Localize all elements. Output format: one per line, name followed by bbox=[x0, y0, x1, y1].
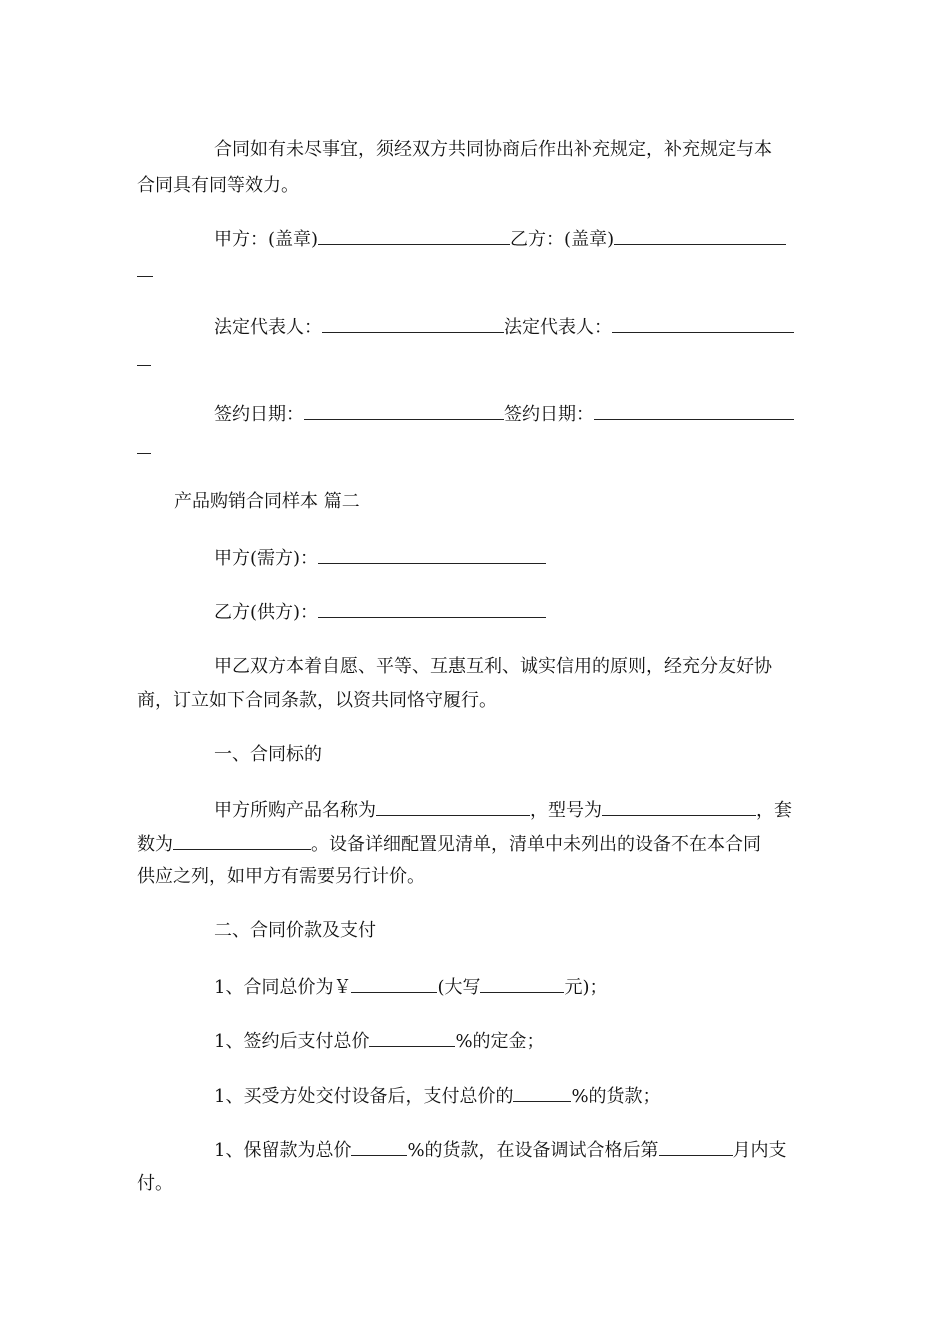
party-b-rep-blank bbox=[612, 314, 794, 333]
product-name-blank bbox=[376, 797, 530, 816]
paragraph-supplement-line1: 合同如有未尽事宜，须经双方共同协商后作出补充规定，补充规定与本 bbox=[214, 139, 772, 160]
date-blank-continuation bbox=[137, 453, 151, 454]
total-price-words-blank bbox=[480, 974, 564, 993]
party-a-seal-blank bbox=[318, 226, 510, 245]
total-price-blank bbox=[351, 974, 437, 993]
retention-percent-blank bbox=[351, 1137, 407, 1156]
seal-blank-continuation bbox=[137, 276, 153, 277]
payment-item-deposit: 1、签约后支付总价 %的定金； bbox=[0, 1028, 950, 1054]
delivery-percent-blank bbox=[513, 1083, 571, 1102]
payment-item-total: 1、合同总价为￥ (大写 元)； bbox=[0, 974, 950, 1000]
retention-months-blank bbox=[659, 1137, 733, 1156]
party-b-seal-blank bbox=[614, 226, 786, 245]
intro-line2: 商，订立如下合同条款，以资共同恪守履行。 bbox=[137, 690, 497, 711]
heading-price-payment: 二、合同价款及支付 bbox=[214, 920, 376, 941]
intro-line1: 甲乙双方本着自愿、平等、互惠互利、诚实信用的原则，经充分友好协 bbox=[214, 656, 772, 677]
subject-line2: 数为 。设备详细配置见清单，清单中未列出的设备不在本合同 bbox=[0, 831, 950, 857]
party-b-date-label: 签约日期： bbox=[504, 404, 594, 425]
payment-item-retention-line2: 付。 bbox=[137, 1173, 173, 1194]
signature-seal-row bbox=[0, 226, 950, 252]
section-title: 产品购销合同样本 篇二 bbox=[174, 491, 360, 512]
model-blank bbox=[602, 797, 756, 816]
signature-date-row bbox=[0, 401, 950, 427]
party-a-date-label: 签约日期： bbox=[214, 404, 304, 425]
party-a-rep-blank bbox=[322, 314, 504, 333]
buyer-row: 甲方(需方)： bbox=[0, 545, 950, 571]
party-a-date-blank bbox=[304, 401, 504, 420]
subject-line1: 甲方所购产品名称为 ，型号为 ，套 bbox=[0, 797, 950, 823]
payment-item-delivery: 1、买受方处交付设备后，支付总价的 %的货款； bbox=[0, 1083, 950, 1109]
paragraph-supplement-line2: 合同具有同等效力。 bbox=[137, 175, 299, 196]
heading-contract-subject: 一、合同标的 bbox=[214, 744, 322, 765]
party-b-date-blank bbox=[594, 401, 794, 420]
quantity-blank bbox=[173, 831, 311, 850]
party-b-seal-label: 乙方：(盖章) bbox=[510, 229, 615, 250]
rep-blank-continuation bbox=[137, 365, 151, 366]
seller-row: 乙方(供方)： bbox=[0, 599, 950, 625]
party-a-rep-label: 法定代表人： bbox=[214, 317, 322, 338]
deposit-percent-blank bbox=[369, 1028, 455, 1047]
party-b-rep-label: 法定代表人： bbox=[504, 317, 612, 338]
signature-representative-row bbox=[0, 314, 950, 340]
payment-item-retention-line1: 1、保留款为总价 %的货款，在设备调试合格后第 月内支 bbox=[0, 1137, 950, 1163]
subject-line3: 供应之列，如甲方有需要另行计价。 bbox=[137, 866, 425, 887]
buyer-blank bbox=[318, 545, 546, 564]
party-a-seal-label: 甲方：(盖章) bbox=[214, 229, 319, 250]
seller-blank bbox=[318, 599, 546, 618]
